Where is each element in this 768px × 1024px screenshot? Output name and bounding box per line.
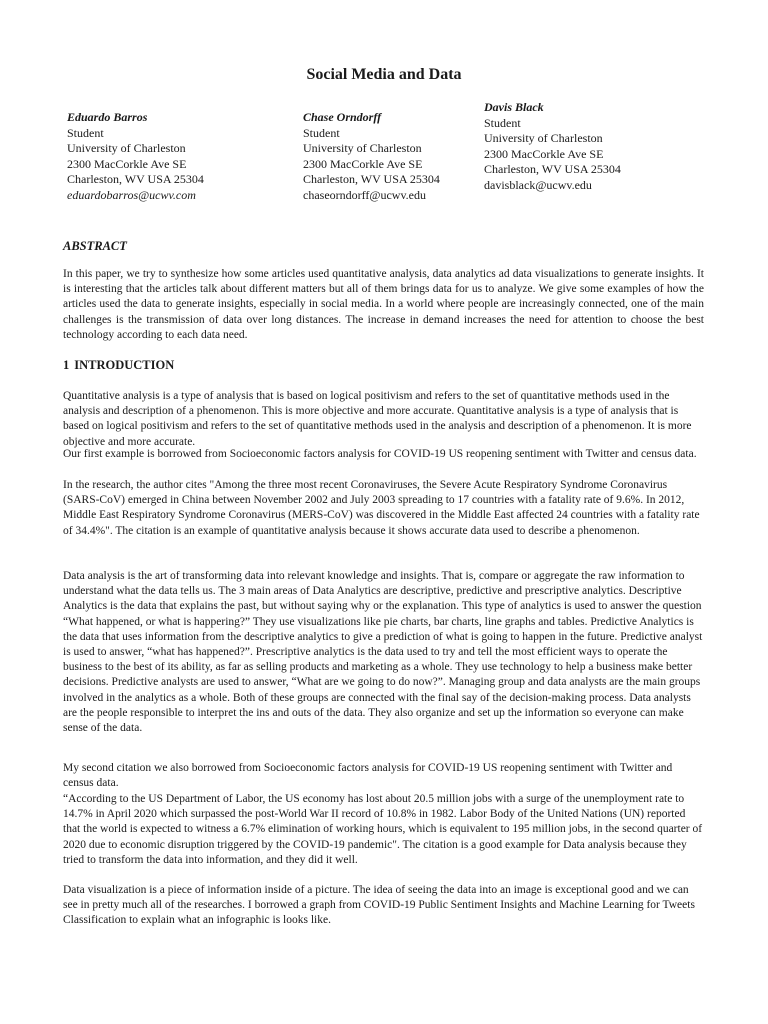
author-name: Chase Orndorff: [303, 110, 382, 124]
author-name: Eduardo Barros: [67, 110, 148, 124]
author-name: Davis Black: [484, 100, 544, 114]
author-address-line2: Charleston, WV USA 25304: [67, 172, 204, 186]
author-affiliation: University of Charleston: [67, 141, 186, 155]
author-address-line2: Charleston, WV USA 25304: [484, 162, 621, 176]
author-role: Student: [67, 125, 104, 140]
author-address-line1: 2300 MacCorkle Ave SE: [67, 156, 187, 171]
body-paragraph-3: In the research, the author cites "Among the three most recent Coronaviruses, the Severe Acute Respiratory Syndrome Coronavirus (SARS-CoV) emerged in China between November 2002 and July 2003 spreading to 17 countries with a fatality rate of 9.6%. In 2012, Middle East Respiratory Syndrome Coronavirus (MERS-CoV) was discovered in the Middle East affected 24 countries with a fatality rate of 34.4%". The citation is an example of quantitative analysis because it shows accurate data used to describe a phenomenon.: [63, 479, 700, 537]
paper-title: Social Media and Data: [306, 66, 462, 83]
section-number: 1: [63, 358, 70, 372]
abstract-heading: ABSTRACT: [63, 239, 127, 253]
body-paragraph-1: Quantitative analysis is a type of analysis that is based on logical positivism and refers to the set of quantitative methods used in the analysis and description of a phenomenon. This is more objective and more accurate. Quantitative analysis is a type of analysis that is based on logical positivism and refers to the set of quantitative methods used in the analysis and description of a phenomenon. It is more objective and more accurate.: [63, 390, 692, 448]
author-block-1: [67, 110, 204, 203]
body-paragraph-4: Data analysis is the art of transforming data into relevant knowledge and insights. That is, compare or aggregate the raw information to understand what the data tells us. The 3 main areas of Data Analytics are descriptive, predictive and prescriptive analytics. Descriptive Analytics is the data that explains the past, but without saying why or the explanation. This type of analytics is used to answer the question “What happened, or what is happering?” They use visualizations like pie charts, bar charts, line graphs and tables. Predictive Analytics is the data that uses information from the descriptive analytics to give a prediction of what is going to happen in the future. Predictive analyst is used to answer, “what has happened?”. Prescriptive analytics is the data used to try and tell the most efficient ways to operate the business to the best of its ability, as far as selling products and marketing as a whole. They use technology to help a business make better decisions. Predictive analysts are used to answer, “What are we going to do now?”. Managing group and data analysts are the main groups involved in the analytics as a whole. Both of these groups are connected with the final say of the decision-making process. Data analysts are the people responsible to interpret the ins and outs of the data. They also organize and set up the information so everyone can make sense of the data.: [63, 570, 703, 735]
author-email[interactable]: chaseorndorff@ucwv.edu: [303, 187, 427, 202]
author-email[interactable]: davisblack@ucwv.edu: [484, 177, 592, 192]
author-address-line2: Charleston, WV USA 25304: [303, 172, 440, 186]
author-address-line1: 2300 MacCorkle Ave SE: [484, 146, 604, 161]
abstract-text: In this paper, we try to synthesize how some articles used quantitative analysis, data analytics ad data visualizations to generate insights. It is interesting that the articles talk about different matters but all of them brings data for us to analyze. We give some examples of how the articles used the data to generate insights, especially in social media. In a world where people are increasingly connected, one of the main challenges is the transmission of data over long distances. The increase in demand increases the need for attention to choose the best technology according to each data need.: [63, 268, 704, 341]
author-role: Student: [484, 115, 521, 130]
author-email[interactable]: eduardobarros@ucwv.com: [67, 187, 196, 202]
author-address-line1: 2300 MacCorkle Ave SE: [303, 156, 423, 171]
author-block-3: [484, 100, 621, 193]
section-title: INTRODUCTION: [74, 358, 175, 372]
section-heading-introduction: [63, 358, 179, 373]
author-affiliation: University of Charleston: [303, 141, 422, 155]
author-role: Student: [303, 125, 340, 140]
body-paragraph-5: My second citation we also borrowed from Socioeconomic factors analysis for COVID-19 US reopening sentiment with Twitter and census data.: [63, 762, 673, 790]
body-paragraph-6: “According to the US Department of Labor, the US economy has lost about 20.5 million jobs with a surge of the unemployment rate to 14.7% in April 2020 which surpassed the post-World War II record of 10.8% in 1982. Labor Body of the United Nations (UN) reported that the world is expected to witness a 6.7% elimination of working hours, which is equivalent to 195 million jobs, in the second quarter of 2020 due to economic disruption triggered by the COVID-19 pandemic". The citation is a good example for Data analysis because they tried to transform the data into information, and they did it well.: [63, 793, 703, 866]
body-paragraph-2: Our first example is borrowed from Socioeconomic factors analysis for COVID-19 US reopening sentiment with Twitter and census data.: [63, 448, 697, 460]
author-affiliation: University of Charleston: [484, 131, 603, 145]
body-paragraph-7: Data visualization is a piece of information inside of a picture. The idea of seeing the data into an image is exceptional good and we can see in pretty much all of the researches. I borrowed a graph from COVID-19 Public Sentiment Insights and Machine Learning for Tweets Classification to explain what an infographic is looks like.: [63, 884, 695, 927]
author-block-2: [303, 110, 440, 203]
